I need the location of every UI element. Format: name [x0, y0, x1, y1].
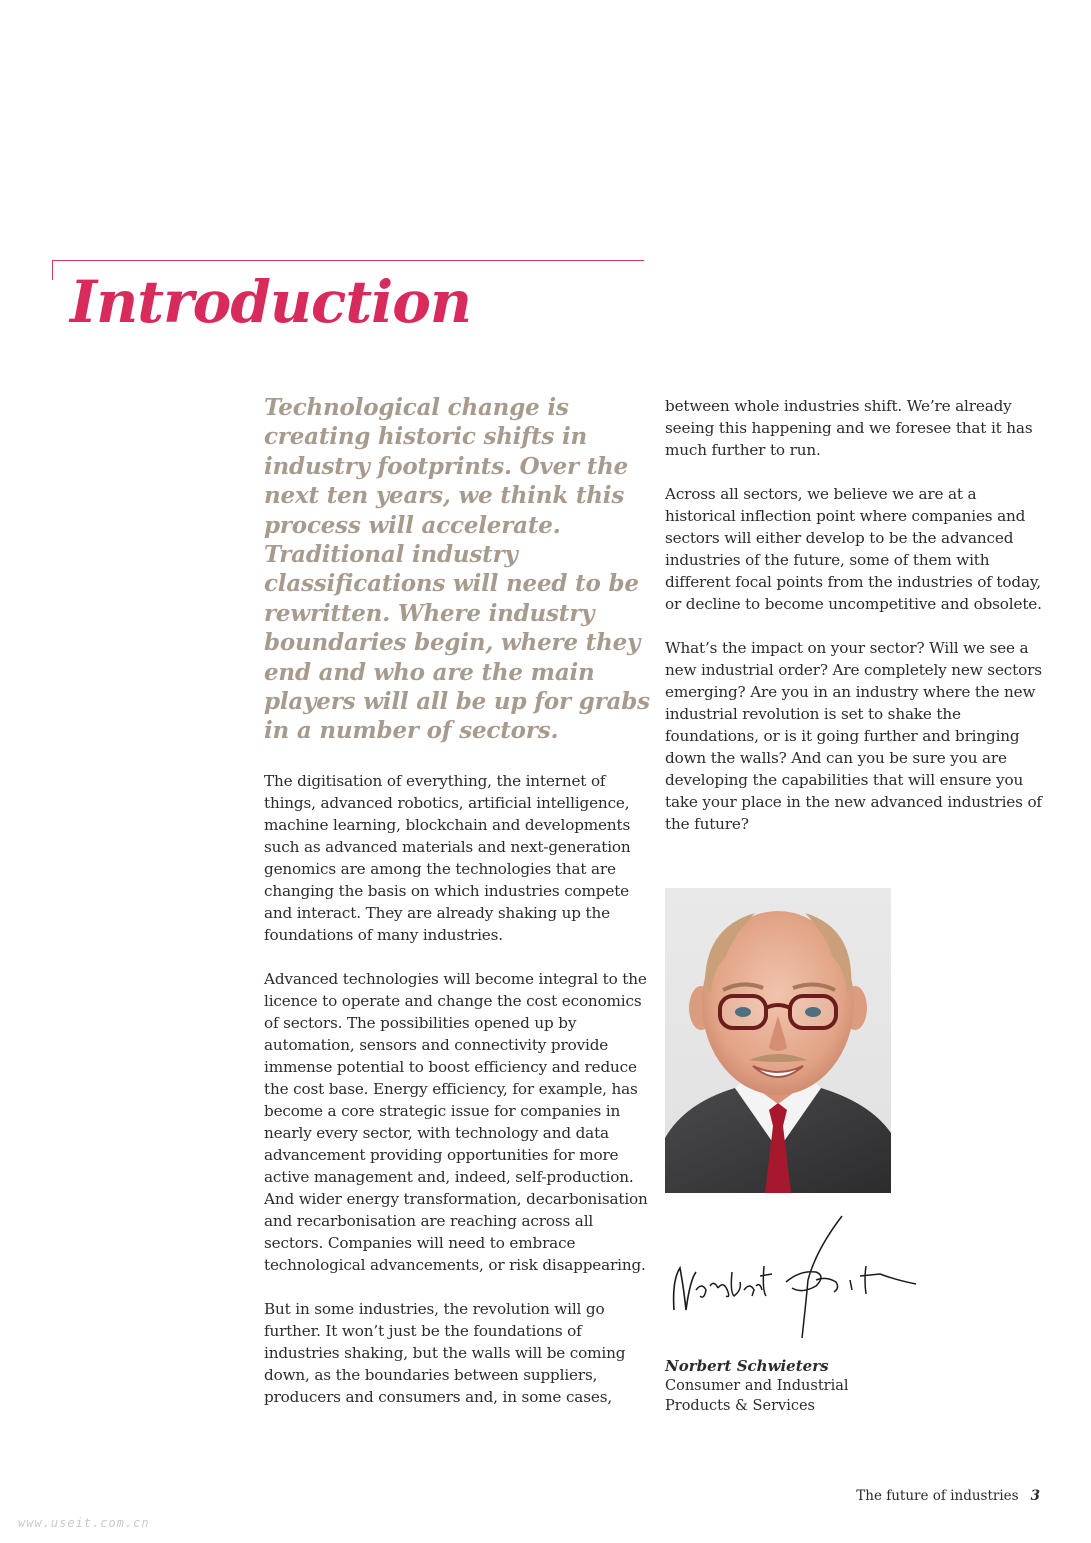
page-title: Introduction	[70, 268, 472, 336]
body-paragraph: But in some industries, the revolution will go further. It won’t just be the foundations of industries shaking, but the walls will be coming down, as the boundaries between suppliers, producers and consumers and, in some cases,	[264, 1299, 626, 1406]
body-paragraph: Advanced technologies will become integral to the licence to operate and change the cost economics of sectors. The possibilities opened up by automation, sensors and connectivity provide immense potential to boost efficiency and reduce the cost base. Energy efficiency, for example, has become a core strategic issue for companies in nearly every sector, with technology and data advancement providing opportunities for more active management and, indeed, self-production. And wider energy transformation, decarbonisation and recarbonisation are reaching across all sectors. Companies will need to embrace technological advancements, or risk disappearing.	[264, 969, 648, 1274]
author-name: Norbert Schwieters	[665, 1357, 829, 1375]
author-signature	[666, 1210, 926, 1350]
right-column	[665, 395, 1045, 857]
body-paragraph: What’s the impact on your sector? Will we see a new industrial order? Are completely new sectors emerging? Are you in an industry where the new industrial revolution is set to shake the foundations, or is it going further and bringing down the walls? And can you be sure you are developing the capabilities that will ensure you take your place in the new advanced industries of the future?	[665, 639, 1042, 833]
body-paragraph: Across all sectors, we believe we are at a historical inflection point where companies and sectors will either develop to be the advanced industries of the future, some of them with different focal points from the industries of today, or decline to become uncompetitive and obsolete.	[665, 485, 1042, 613]
left-column	[264, 393, 652, 1430]
author-role: Consumer and Industrial Products & Services	[665, 1378, 849, 1414]
lead-paragraph: Technological change is creating historic shifts in industry footprints. Over the next ten years, we think this process will accelerate. Traditional industry classifications will need to be rewritten. Where industry boundaries begin, where they end and who are the main players will all be up for grabs in a number of sectors.	[264, 394, 650, 745]
author-portrait	[665, 888, 891, 1193]
page-footer	[856, 1486, 1040, 1506]
body-paragraph: between whole industries shift. We’re already seeing this happening and we foresee that it has much further to run.	[665, 397, 1033, 459]
watermark: www.useit.com.cn	[18, 1516, 150, 1530]
title-rule-vertical	[52, 260, 53, 280]
title-rule-horizontal	[52, 260, 644, 261]
body-paragraph: The digitisation of everything, the internet of things, advanced robotics, artificial intelligence, machine learning, blockchain and developments such as advanced materials and next-generation genomics are among the technologies that are changing the basis on which industries compete and interact. They are already shaking up the foundations of many industries.	[264, 771, 631, 944]
publication-title: The future of industries	[856, 1488, 1019, 1504]
page-number: 3	[1030, 1488, 1040, 1504]
portrait-illustration	[665, 888, 891, 1193]
